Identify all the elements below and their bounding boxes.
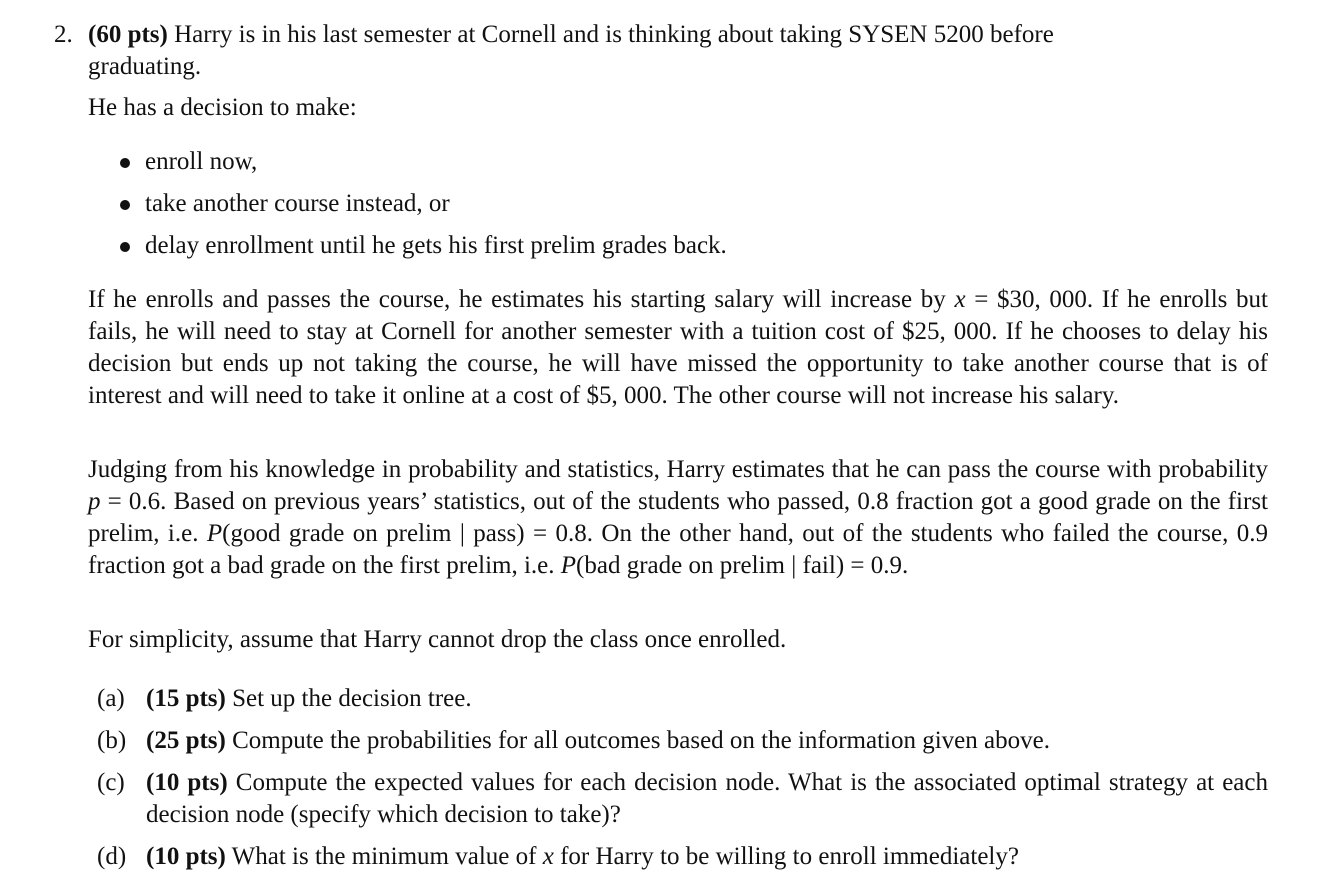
paragraph-probabilities	[88, 454, 1268, 582]
subpart-b	[97, 725, 1268, 757]
subpart-label: (c)	[97, 769, 125, 796]
bullet-icon	[120, 158, 130, 168]
problem-intro-continuation: graduating.	[88, 53, 202, 80]
option-text: take another course instead, or	[145, 190, 450, 217]
subpart-points: (25 pts)	[146, 727, 226, 754]
paragraph-text: If he enrolls and passes the course, he estimates his starting salary will increase by	[88, 286, 955, 313]
subpart-text: for Harry to be willing to enroll immediately?	[553, 843, 1019, 870]
paragraph-assumption: For simplicity, assume that Harry cannot drop the class once enrolled.	[88, 626, 787, 653]
list-item	[118, 230, 1218, 272]
subpart-text: Set up the decision tree.	[225, 685, 472, 712]
subpart-points: (10 pts)	[146, 769, 228, 796]
subpart-points: (15 pts)	[146, 685, 226, 712]
list-item	[118, 188, 1218, 230]
problem-header	[54, 19, 1268, 83]
math-variable-p: p	[88, 488, 101, 515]
bullet-icon	[120, 200, 130, 210]
subpart-d	[97, 841, 1268, 873]
paragraph-text: = $30, 000. If he enrolls but fails, he will need to stay at Cornell for another semester with a tuition cost of $25, 000. If he chooses to delay his decision but ends up not taking the course, he will have missed the opportunity to take another course that is of interest and will need to take it online at a cost of $5, 000. The other course will not increase his salary.	[88, 286, 1268, 409]
subpart-text: Compute the probabilities for all outcomes based on the information given above.	[225, 727, 1050, 754]
subpart-text: What is the minimum value of	[225, 843, 543, 870]
option-text: delay enrollment until he gets his first prelim grades back.	[145, 232, 727, 259]
bullet-icon	[120, 242, 130, 252]
paragraph-outcomes	[88, 284, 1268, 412]
paragraph-text: (good grade on prelim | pass) = 0.8. On the other hand, out of the students who failed the course, 0.9 fraction got a bad grade on the first prelim, i.e.	[88, 520, 1269, 579]
problem-intro-line	[54, 19, 1268, 51]
option-text: enroll now,	[145, 148, 258, 175]
paragraph-text: (bad grade on prelim | fail) = 0.9.	[576, 552, 909, 579]
subpart-text: Compute the expected values for each decision node. What is the associated optimal strategy at each decision node (specify which decision to take)?	[146, 769, 1268, 828]
subpart-a	[97, 683, 1268, 715]
math-variable-P: P	[206, 520, 223, 547]
paragraph-text: = 0.6. Based on previous years’ statistics, out of the students who passed, 0.8 fraction got a good grade on the first prelim, i.e.	[88, 488, 1268, 547]
problem-intro-text: Harry is in his last semester at Cornell and is thinking about taking SYSEN 5200 before	[167, 21, 1054, 48]
paragraph-text: Judging from his knowledge in probability and statistics, Harry estimates that he can pass the course with probability	[88, 456, 1268, 483]
subparts-list	[97, 683, 1268, 883]
subpart-label: (d)	[97, 843, 127, 870]
math-variable-P: P	[560, 552, 577, 579]
subpart-label: (a)	[97, 685, 125, 712]
decision-options-list	[118, 146, 1218, 272]
math-variable-x: x	[954, 286, 966, 313]
subpart-points: (10 pts)	[146, 843, 226, 870]
decision-intro: He has a decision to make:	[88, 94, 357, 121]
list-item	[118, 146, 1218, 188]
problem-points: (60 pts)	[88, 21, 168, 48]
problem-number: 2.	[54, 21, 73, 48]
subpart-label: (b)	[97, 727, 127, 754]
subpart-c	[97, 767, 1268, 831]
math-variable-x: x	[542, 843, 554, 870]
